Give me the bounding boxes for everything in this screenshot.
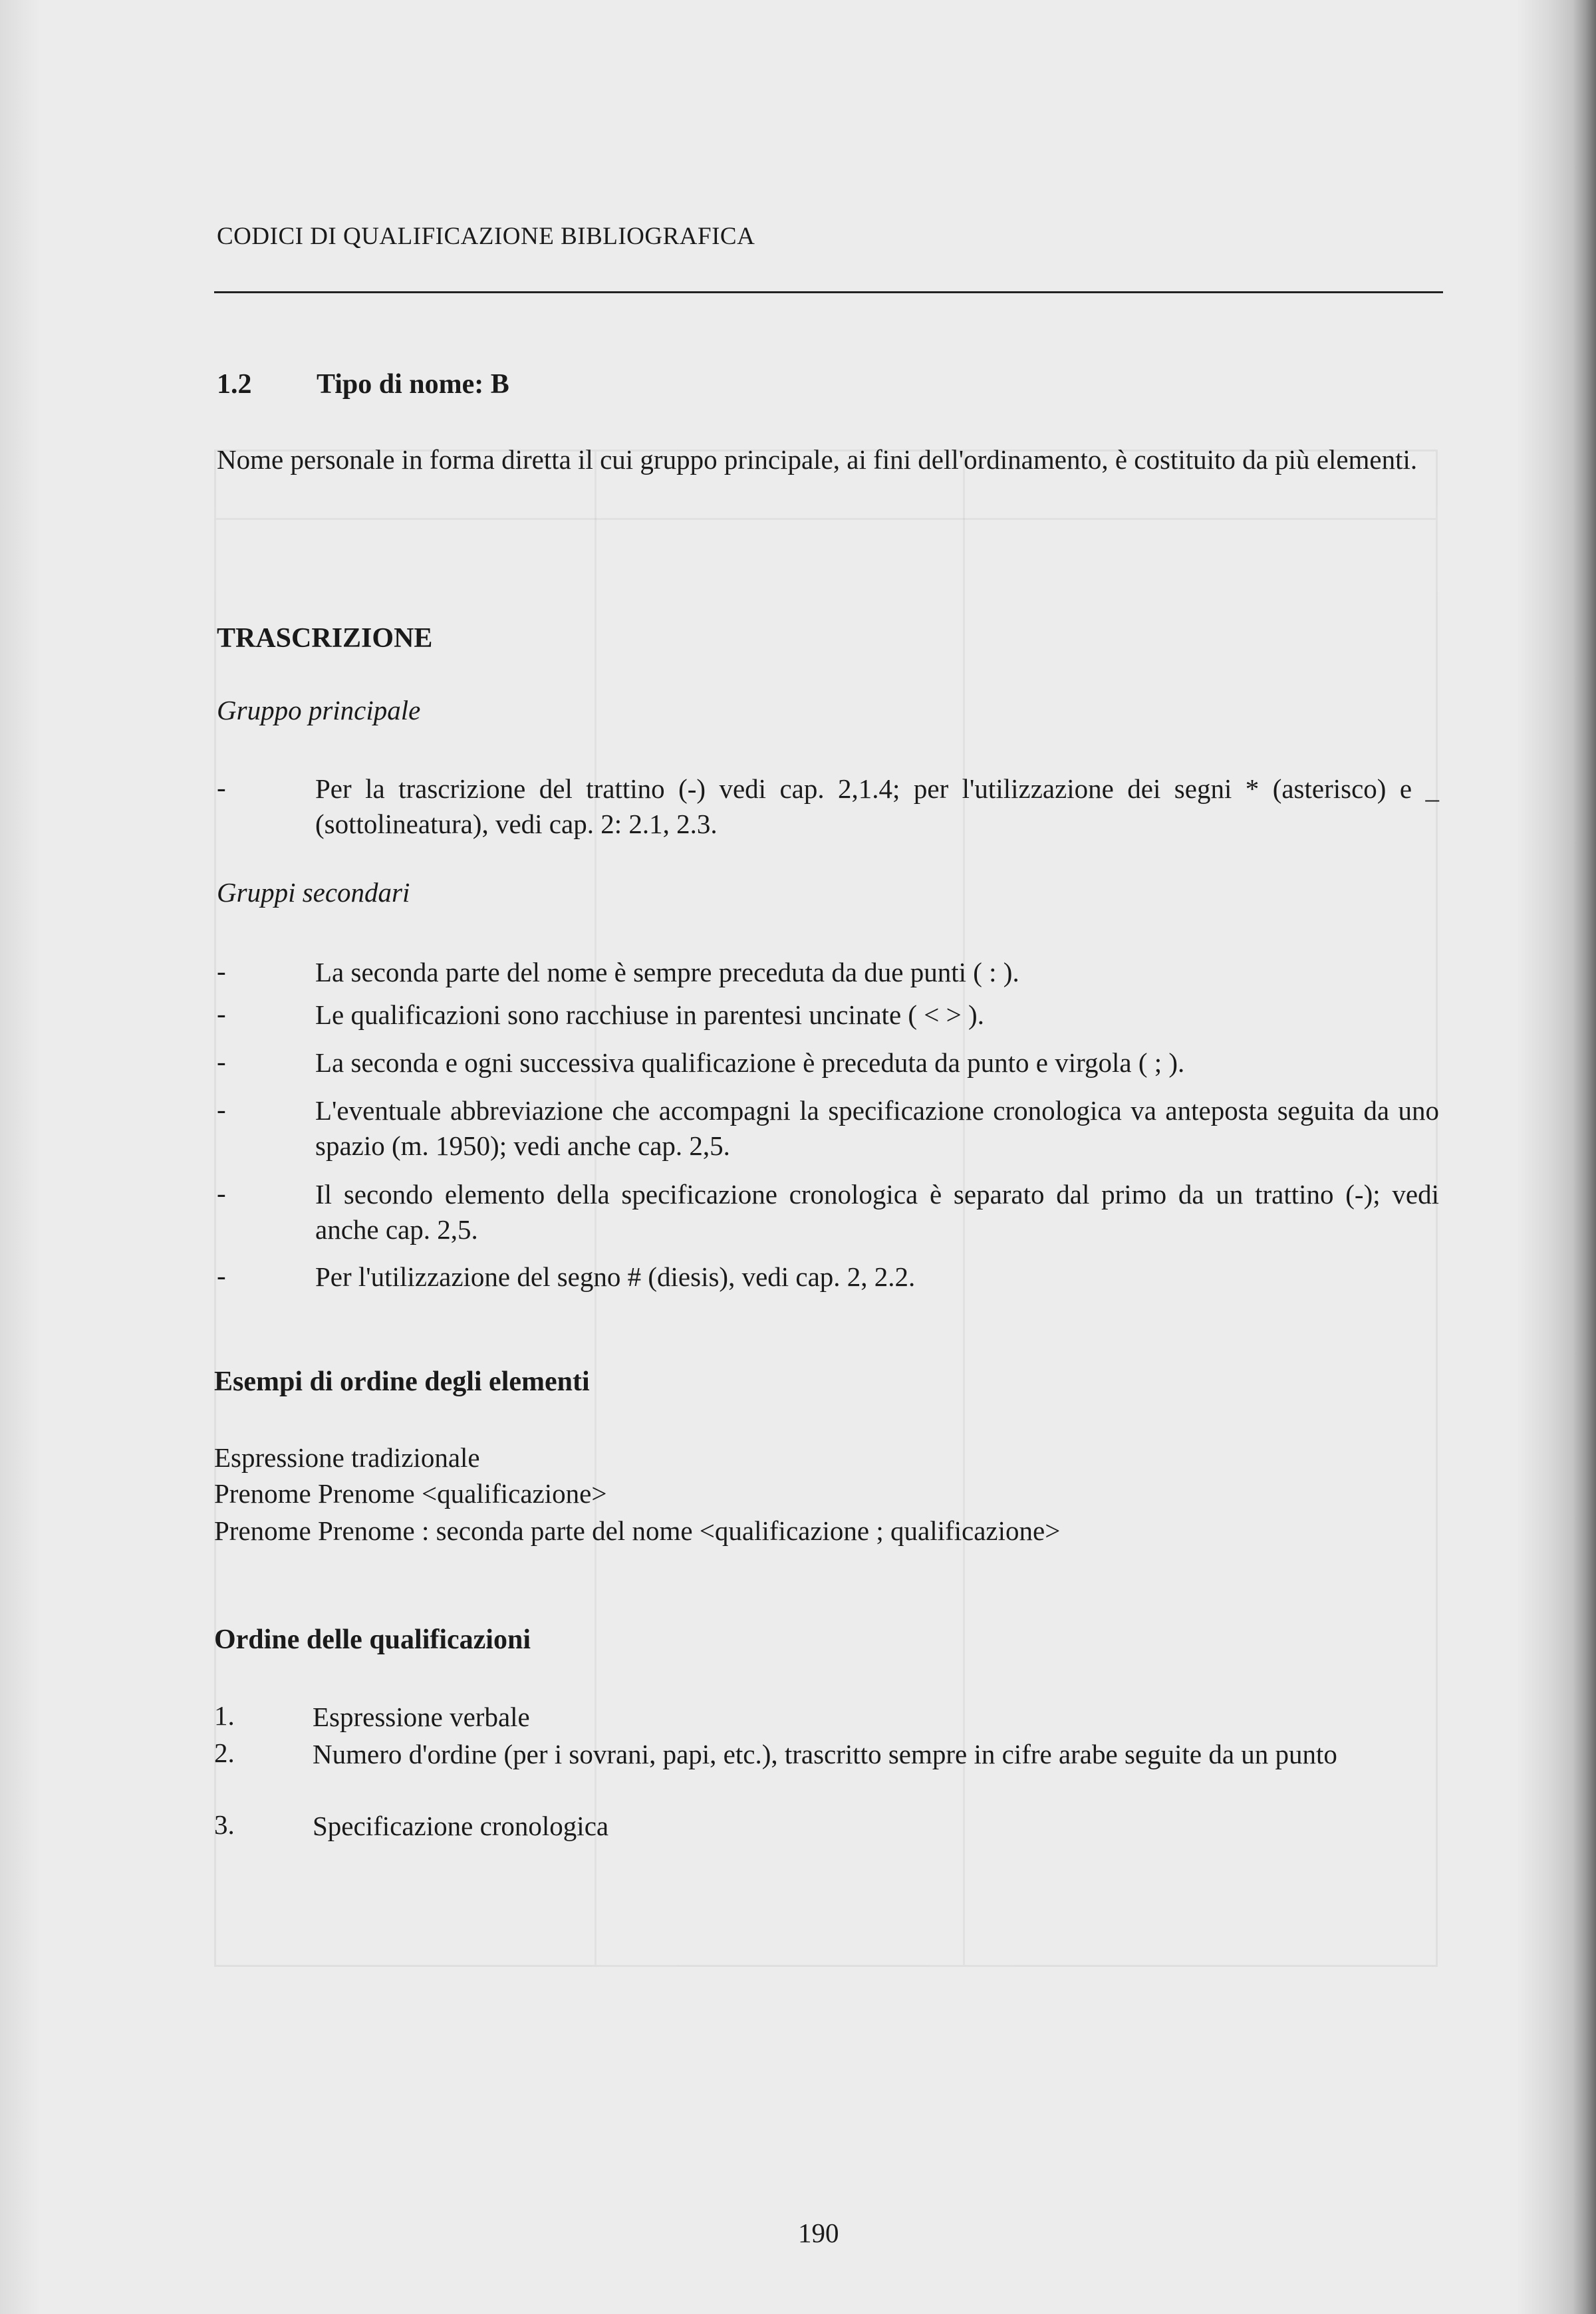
- ordine-number: 2.: [214, 1737, 235, 1768]
- ordine-item: Specificazione cronologica: [313, 1811, 609, 1841]
- gruppo-principale-item: Per la trascrizione del trattino (-) vedi cap. 2,1.4; per l'utilizzazione dei segni * (asterisco) e _ (sottolineatura), vedi cap. 2: 2.1, 2.3.: [315, 773, 1439, 839]
- page-number: 190: [798, 2218, 839, 2248]
- gruppi-secondari-heading: Gruppi secondari: [217, 877, 410, 908]
- list-dash: -: [217, 1094, 226, 1124]
- running-header: CODICI DI QUALIFICAZIONE BIBLIOGRAFICA: [217, 223, 755, 250]
- list-dash: -: [217, 772, 226, 803]
- section-title: Tipo di nome: B: [317, 369, 509, 400]
- ordine-heading: Ordine delle qualificazioni: [214, 1624, 531, 1655]
- gruppo-principale-heading: Gruppo principale: [217, 695, 421, 725]
- list-dash: -: [217, 956, 226, 986]
- ordine-number: 1.: [214, 1700, 235, 1731]
- ordine-item: Espressione verbale: [313, 1702, 530, 1732]
- esempi-heading: Esempi di ordine degli elementi: [214, 1366, 590, 1397]
- list-dash: -: [217, 998, 226, 1029]
- gruppi-secondari-item: La seconda parte del nome è sempre preceduta da due punti ( : ).: [315, 957, 1019, 987]
- list-dash: -: [217, 1178, 226, 1208]
- header-rule: [214, 291, 1443, 293]
- gruppi-secondari-item: La seconda e ogni successiva qualificazione è preceduta da punto e virgola ( ; ).: [315, 1047, 1185, 1078]
- section-intro: Nome personale in forma diretta il cui gruppo principale, ai fini dell'ordinamento, è costituito da più elementi.: [217, 444, 1418, 475]
- gruppi-secondari-item: L'eventuale abbreviazione che accompagni la specificazione cronologica va anteposta seguita da uno spazio (m. 1950); vedi anche cap. 2,5.: [315, 1095, 1439, 1161]
- esempio-line: Espressione tradizionale: [214, 1442, 480, 1473]
- ordine-item: Numero d'ordine (per i sovrani, papi, etc.), trascritto sempre in cifre arabe seguite da un punto: [313, 1739, 1337, 1769]
- list-dash: -: [217, 1260, 226, 1291]
- gruppi-secondari-item: Il secondo elemento della specificazione cronologica è separato dal primo da un trattino (-); vedi anche cap. 2,5.: [315, 1179, 1439, 1245]
- list-dash: -: [217, 1046, 226, 1077]
- ordine-number: 3.: [214, 1809, 235, 1840]
- gruppi-secondari-item: Per l'utilizzazione del segno # (diesis), vedi cap. 2, 2.2.: [315, 1261, 916, 1292]
- esempio-line: Prenome Prenome <qualificazione>: [214, 1478, 607, 1509]
- trascrizione-heading: TRASCRIZIONE: [217, 623, 433, 654]
- gruppi-secondari-item: Le qualificazioni sono racchiuse in parentesi uncinate ( < > ).: [315, 999, 984, 1030]
- esempio-line: Prenome Prenome : seconda parte del nome <qualificazione ; qualificazione>: [214, 1515, 1061, 1546]
- section-number: 1.2: [217, 369, 252, 400]
